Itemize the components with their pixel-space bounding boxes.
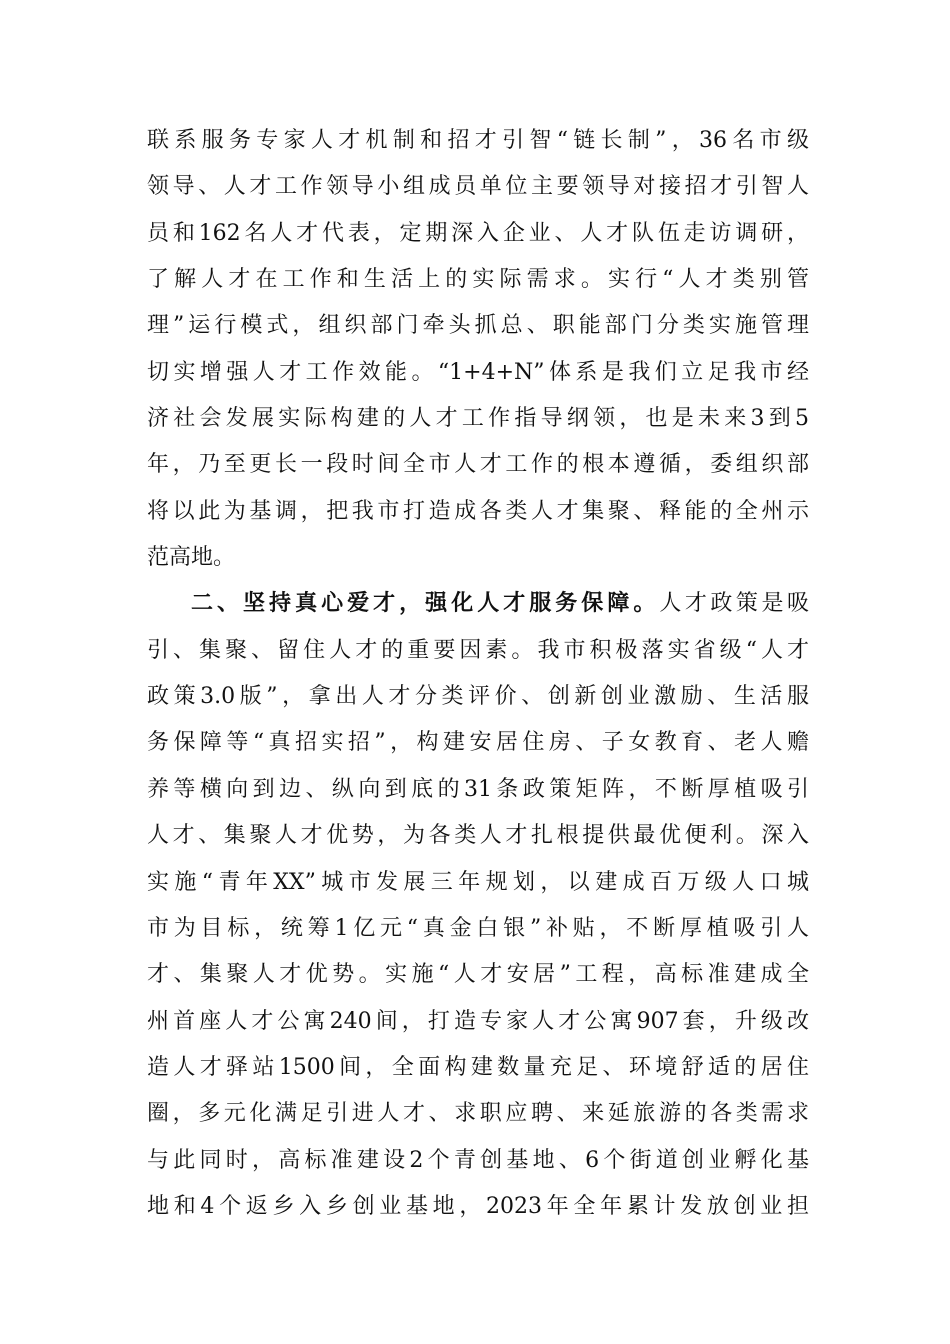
text-line: 理”运行模式，组织部门牵头抓总、职能部门分类实施管理 — [147, 313, 809, 339]
text-line: 员和162名人才代表，定期深入企业、人才队伍走访调研， — [147, 220, 809, 246]
text-line: 了解人才在工作和生活上的实际需求。实行“人才类别管 — [147, 267, 809, 293]
text-line: 州首座人才公寓240间，打造专家人才公寓907套，升级改 — [147, 1008, 809, 1034]
text-line: 务保障等“真招实招”，构建安居住房、子女教育、老人赡 — [147, 730, 809, 756]
text-line: 引、集聚、留住人才的重要因素。我市积极落实省级“人才 — [147, 637, 809, 663]
text-line: 地和4个返乡入乡创业基地，2023年全年累计发放创业担 — [147, 1193, 809, 1219]
document-body — [147, 118, 809, 1230]
text-line: 与此同时，高标准建设2个青创基地、6个街道创业孵化基 — [147, 1147, 809, 1173]
text-line: 养等横向到边、纵向到底的31条政策矩阵，不断厚植吸引 — [147, 776, 809, 802]
paragraph-2 — [147, 581, 809, 1230]
text-line: 造人才驿站1500间，全面构建数量充足、环境舒适的居住 — [147, 1054, 809, 1080]
text-line: 年，乃至更长一段时间全市人才工作的根本遵循，委组织部 — [147, 452, 809, 478]
text-line: 圈，多元化满足引进人才、求职应聘、来延旅游的各类需求 — [147, 1101, 809, 1127]
section-heading: 二、坚持真心爱才，强化人才服务保障。 — [191, 591, 660, 617]
text-line: 切实增强人才工作效能。“1+4+N”体系是我们立足我市经 — [147, 359, 809, 385]
paragraph-2-first-line — [147, 581, 809, 627]
paragraph-1 — [147, 118, 809, 581]
text-line: 联系服务专家人才机制和招才引智“链长制”，36名市级 — [147, 128, 809, 153]
text-line: 将以此为基调，把我市打造成各类人才集聚、释能的全州示 — [147, 498, 809, 524]
text-line: 人才、集聚人才优势，为各类人才扎根提供最优便利。深入 — [147, 823, 809, 849]
text-line: 市为目标，统筹1亿元“真金白银”补贴，不断厚植吸引人 — [147, 915, 809, 941]
text-line: 政策3.0版”，拿出人才分类评价、创新创业激励、生活服 — [147, 684, 809, 710]
text-line: 范高地。 — [147, 545, 236, 571]
text-line: 济社会发展实际构建的人才工作指导纲领，也是未来3到5 — [147, 406, 809, 432]
text-line: 领导、人才工作领导小组成员单位主要领导对接招才引智人 — [147, 174, 809, 200]
text-span: 人才政策是吸 — [659, 591, 809, 617]
text-line: 才、集聚人才优势。实施“人才安居”工程，高标准建成全 — [147, 962, 809, 988]
text-line: 实施“青年XX”城市发展三年规划，以建成百万级人口城 — [147, 869, 809, 895]
